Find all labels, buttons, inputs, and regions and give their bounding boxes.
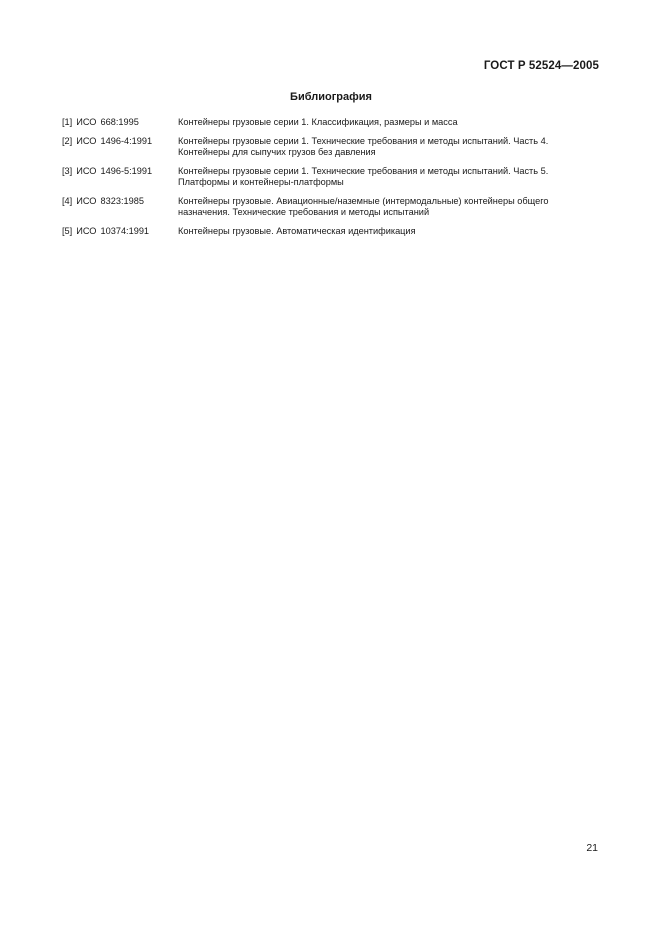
bibliography-reference: [4] ИСО 8323:1985: [62, 195, 144, 206]
bibliography-list: [62, 117, 598, 244]
bibliography-title: [178, 136, 598, 159]
bibliography-title-line: Контейнеры для сыпучих грузов без давления: [178, 147, 376, 157]
bibliography-title: [178, 196, 598, 219]
bibliography-title: [178, 166, 598, 189]
bibliography-title: [178, 226, 598, 238]
bibliography-title-line: Контейнеры грузовые серии 1. Технические требования и методы испытаний. Часть 4.: [178, 135, 549, 146]
bibliography-title-line: Контейнеры грузовые серии 1. Технические требования и методы испытаний. Часть 5.: [178, 165, 549, 176]
bibliography-reference: [3] ИСО 1496-5:1991: [62, 165, 153, 176]
bibliography-reference: [5] ИСО 10374:1991: [62, 225, 150, 236]
bibliography-title-line: назначения. Технические требования и методы испытаний: [178, 207, 430, 217]
bibliography-title-line: Контейнеры грузовые серии 1. Классификация, размеры и масса: [178, 117, 458, 127]
bibliography-reference: [2] ИСО 1496-4:1991: [62, 135, 153, 146]
bibliography-title-line: Контейнеры грузовые. Автоматическая идентификация: [178, 225, 416, 236]
bibliography-title-line: Платформы и контейнеры-платформы: [178, 177, 344, 187]
bibliography-title-line: Контейнеры грузовые. Авиационные/наземные (интермодальные) контейнеры общего: [178, 195, 549, 206]
document-code: ГОСТ Р 52524—2005: [483, 60, 599, 72]
bibliography-entry: [62, 117, 598, 129]
bibliography-entry: [62, 196, 598, 219]
bibliography-title: [178, 117, 598, 129]
bibliography-reference: [1] ИСО 668:1995: [62, 117, 139, 127]
bibliography-entry: [62, 136, 598, 159]
section-title: Библиография: [290, 91, 372, 103]
bibliography-entry: [62, 166, 598, 189]
bibliography-entry: [62, 226, 598, 238]
page-number: 21: [586, 842, 598, 854]
